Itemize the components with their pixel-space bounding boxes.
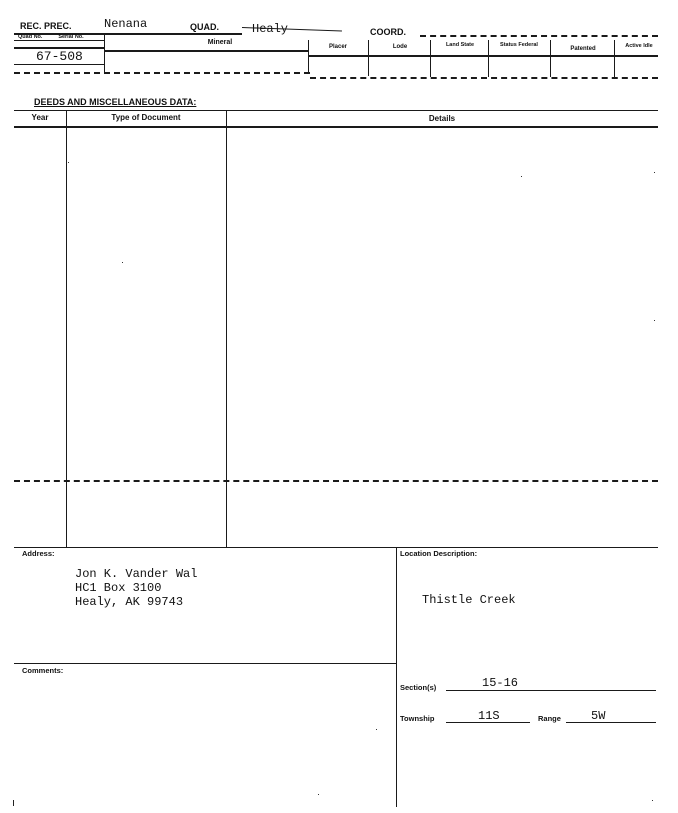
rec-prec-value: Nenana [104,17,148,31]
grid-v6 [550,40,551,77]
sections-label: Section(s) [400,683,437,692]
speck [376,729,377,730]
col-quad-no: Quad No. [18,34,43,40]
col-active-idle: Active Idle [625,43,653,49]
record-rule [14,64,104,65]
township-label: Township [400,714,435,723]
bottom-v-divider [396,547,397,807]
quad-serial-value: 67-508 [36,49,83,64]
deeds-header-rule [14,126,658,128]
deeds-col-year: Year [31,113,49,122]
col-patented: Patented [570,46,596,52]
quad-label: QUAD. [190,22,219,32]
sections-value: 15-16 [482,676,519,690]
serial-divider [14,40,104,41]
range-label: Range [538,714,561,723]
grid-v1 [104,33,105,73]
speck [122,262,123,263]
deeds-section-title: DEEDS AND MISCELLANEOUS DATA: [34,97,197,107]
header-rule [14,33,242,35]
address-label: Address: [22,549,55,558]
col-lode: Lode [392,44,408,50]
deeds-dash-rule [14,480,658,482]
grid-v5 [488,40,489,77]
speck [654,320,655,321]
speck [68,162,69,163]
deeds-col-type: Type of Document [111,113,181,122]
sections-underline [446,690,656,691]
range-underline [566,722,656,723]
grid-v4 [430,40,431,77]
mineral-header-rule [104,50,308,52]
grid-v2 [308,40,309,74]
bottom-top-rule [14,547,658,548]
address-line2: HC1 Box 3100 [75,581,162,595]
margin-mark [13,800,14,806]
range-value: 5W [591,709,606,723]
location-value: Thistle Creek [422,593,516,607]
speck [652,800,653,801]
speck [521,176,522,177]
col-serial-no: Serial No. [58,34,84,40]
col-status-federal: Status Federal [500,42,538,48]
quad-value: Healy [252,22,289,36]
address-line1: Jon K. Vander Wal [75,567,198,581]
coord-rule [420,35,658,37]
grid-v3 [368,40,369,76]
township-value: 11S [478,709,500,723]
col-status-state: Land State [445,42,475,48]
record-dash-1 [14,72,310,74]
deeds-v1 [66,110,67,548]
coord-label: COORD. [370,27,406,37]
township-underline [446,722,530,723]
deeds-v2 [226,110,227,548]
comments-rule [14,663,396,664]
status-header-rule [308,55,658,57]
deeds-col-details: Details [428,114,456,123]
rec-prec-label: REC. PREC. [20,21,72,31]
col-mineral: Mineral [207,39,233,46]
record-dash-2 [310,77,658,79]
address-line3: Healy, AK 99743 [75,595,184,609]
speck [318,794,319,795]
col-placer: Placer [328,44,347,50]
location-label: Location Description: [400,549,478,558]
comments-label: Comments: [22,666,64,675]
speck [654,172,655,173]
deeds-top-rule [14,110,658,111]
grid-v7 [614,40,615,78]
